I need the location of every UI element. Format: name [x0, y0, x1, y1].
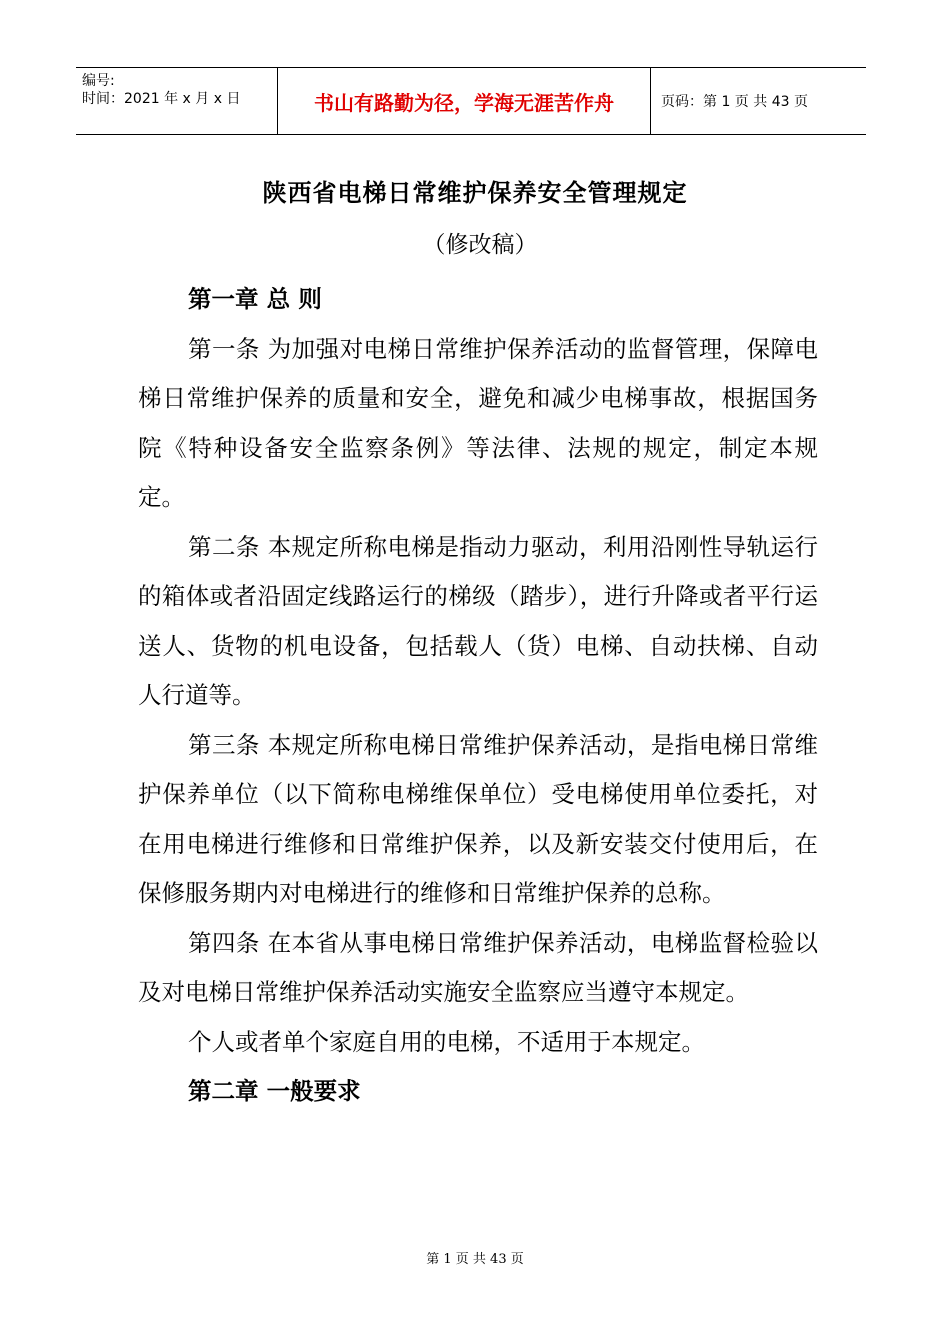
document-subtitle: （修改稿）: [422, 232, 538, 258]
header-table: [76, 67, 866, 135]
document-body: [138, 275, 818, 1117]
article-4: 第四条 在本省从事电梯日常维护保养活动，电梯监督检验以及对电梯日常维护保养活动实施安全监察应当遵守本规定。: [138, 928, 818, 1006]
article-4-exclusion: 个人或者单个家庭自用的电梯，不适用于本规定。: [188, 1027, 705, 1056]
document-title: 陕西省电梯日常维护保养安全管理规定: [262, 178, 688, 207]
header-motto-cell: [278, 68, 651, 134]
motto-text: 书山有路勤为径，学海无涯苦作舟: [314, 90, 614, 115]
article-1: 第一条 为加强对电梯日常维护保养活动的监督管理，保障电梯日常维护保养的质量和安全，避免和减少电梯事故，根据国务院《特种设备安全监察条例》等法律、法规的规定，制定本规定。: [138, 334, 818, 511]
page-footer: 第 1 页 共 43 页: [426, 1252, 524, 1267]
chapter-heading-1: 第一章 总 则: [188, 285, 322, 313]
number-label: 编号:: [82, 73, 115, 89]
article-2: 第二条 本规定所称电梯是指动力驱动，利用沿刚性导轨运行的箱体或者沿固定线路运行的梯级（踏步），进行升降或者平行运送人、货物的机电设备，包括载人（货）电梯、自动扶梯、自动人行道等。: [138, 532, 818, 709]
page-code: 页码：第 1 页 共 43 页: [661, 94, 808, 110]
chapter-heading-2: 第二章 一般要求: [188, 1077, 361, 1105]
header-page-cell: [651, 68, 866, 134]
time-label: 时间：2021 年 x 月 x 日: [82, 91, 241, 107]
article-3: 第三条 本规定所称电梯日常维护保养活动，是指电梯日常维护保养单位（以下简称电梯维保单位）受电梯使用单位委托，对在用电梯进行维修和日常维护保养，以及新安装交付使用后，在保修服务期内对电梯进行的维修和日常维护保养的总称。: [138, 730, 818, 907]
header-info-cell: [76, 68, 278, 134]
